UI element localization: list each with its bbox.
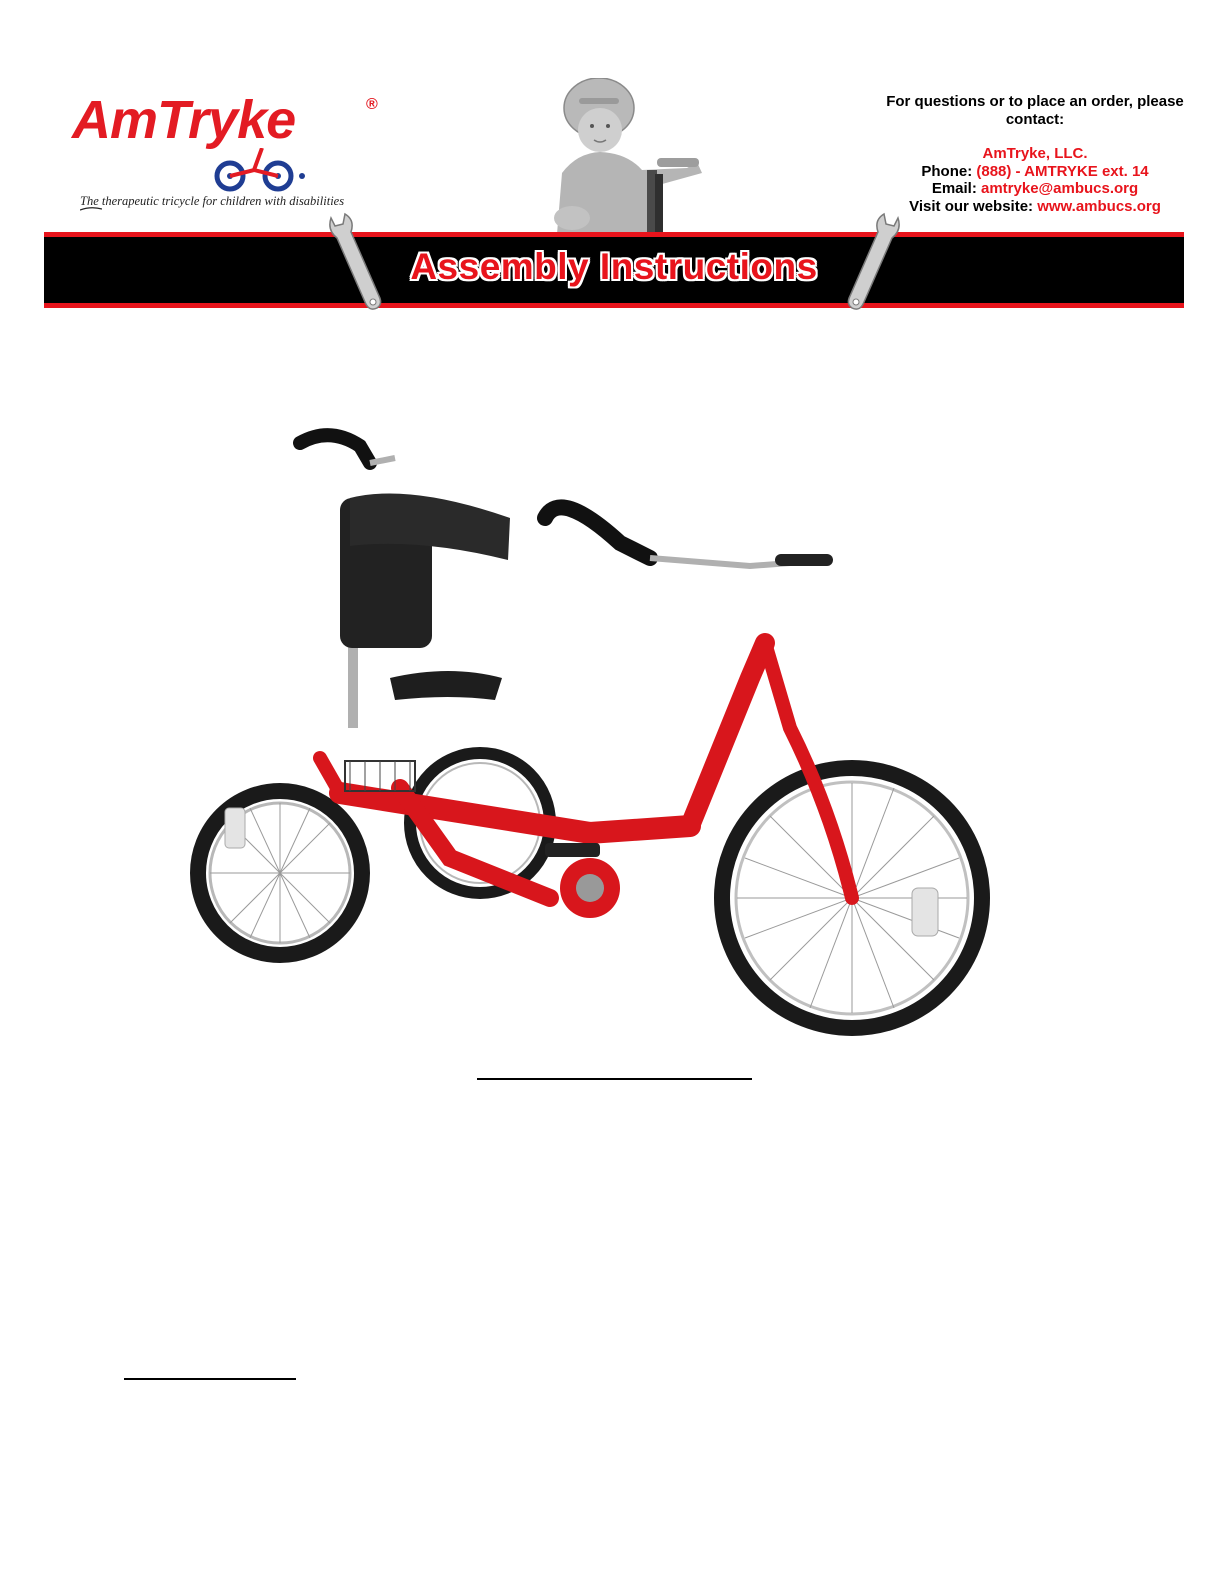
wrench-icon — [325, 212, 387, 317]
child-in-helmet-photo — [537, 78, 717, 234]
phone-label: Phone: — [921, 162, 973, 180]
company-name: AmTryke, LLC. — [982, 145, 1088, 162]
title-underline — [477, 1078, 752, 1080]
section-underline — [124, 1378, 296, 1380]
website-line — [880, 198, 1190, 216]
wrench-icon — [842, 212, 904, 317]
website-link[interactable]: www.ambucs.org — [1037, 197, 1161, 215]
phone-line — [880, 163, 1190, 181]
assembly-banner — [44, 232, 1184, 308]
logo-tricycle-icon — [208, 148, 308, 196]
contact-block — [880, 93, 1190, 215]
email-link[interactable]: amtryke@ambucs.org — [981, 180, 1139, 197]
registered-mark: ® — [366, 96, 378, 113]
logo-wordmark: AmTryke — [72, 90, 296, 150]
phone-number: (888) - AMTRYKE ext. 14 — [976, 162, 1149, 180]
red-adaptive-tricycle-photo — [190, 428, 1010, 1043]
email-line — [880, 180, 1190, 198]
banner-title: Assembly Instructions — [410, 246, 818, 287]
contact-intro: For questions or to place an order, please contact: — [886, 93, 1184, 128]
logo-tagline: The therapeutic tricycle for children with disabilities — [80, 194, 345, 208]
amtryke-logo — [68, 90, 388, 220]
website-label: Visit our website: — [909, 197, 1034, 215]
email-label: Email: — [931, 180, 977, 197]
